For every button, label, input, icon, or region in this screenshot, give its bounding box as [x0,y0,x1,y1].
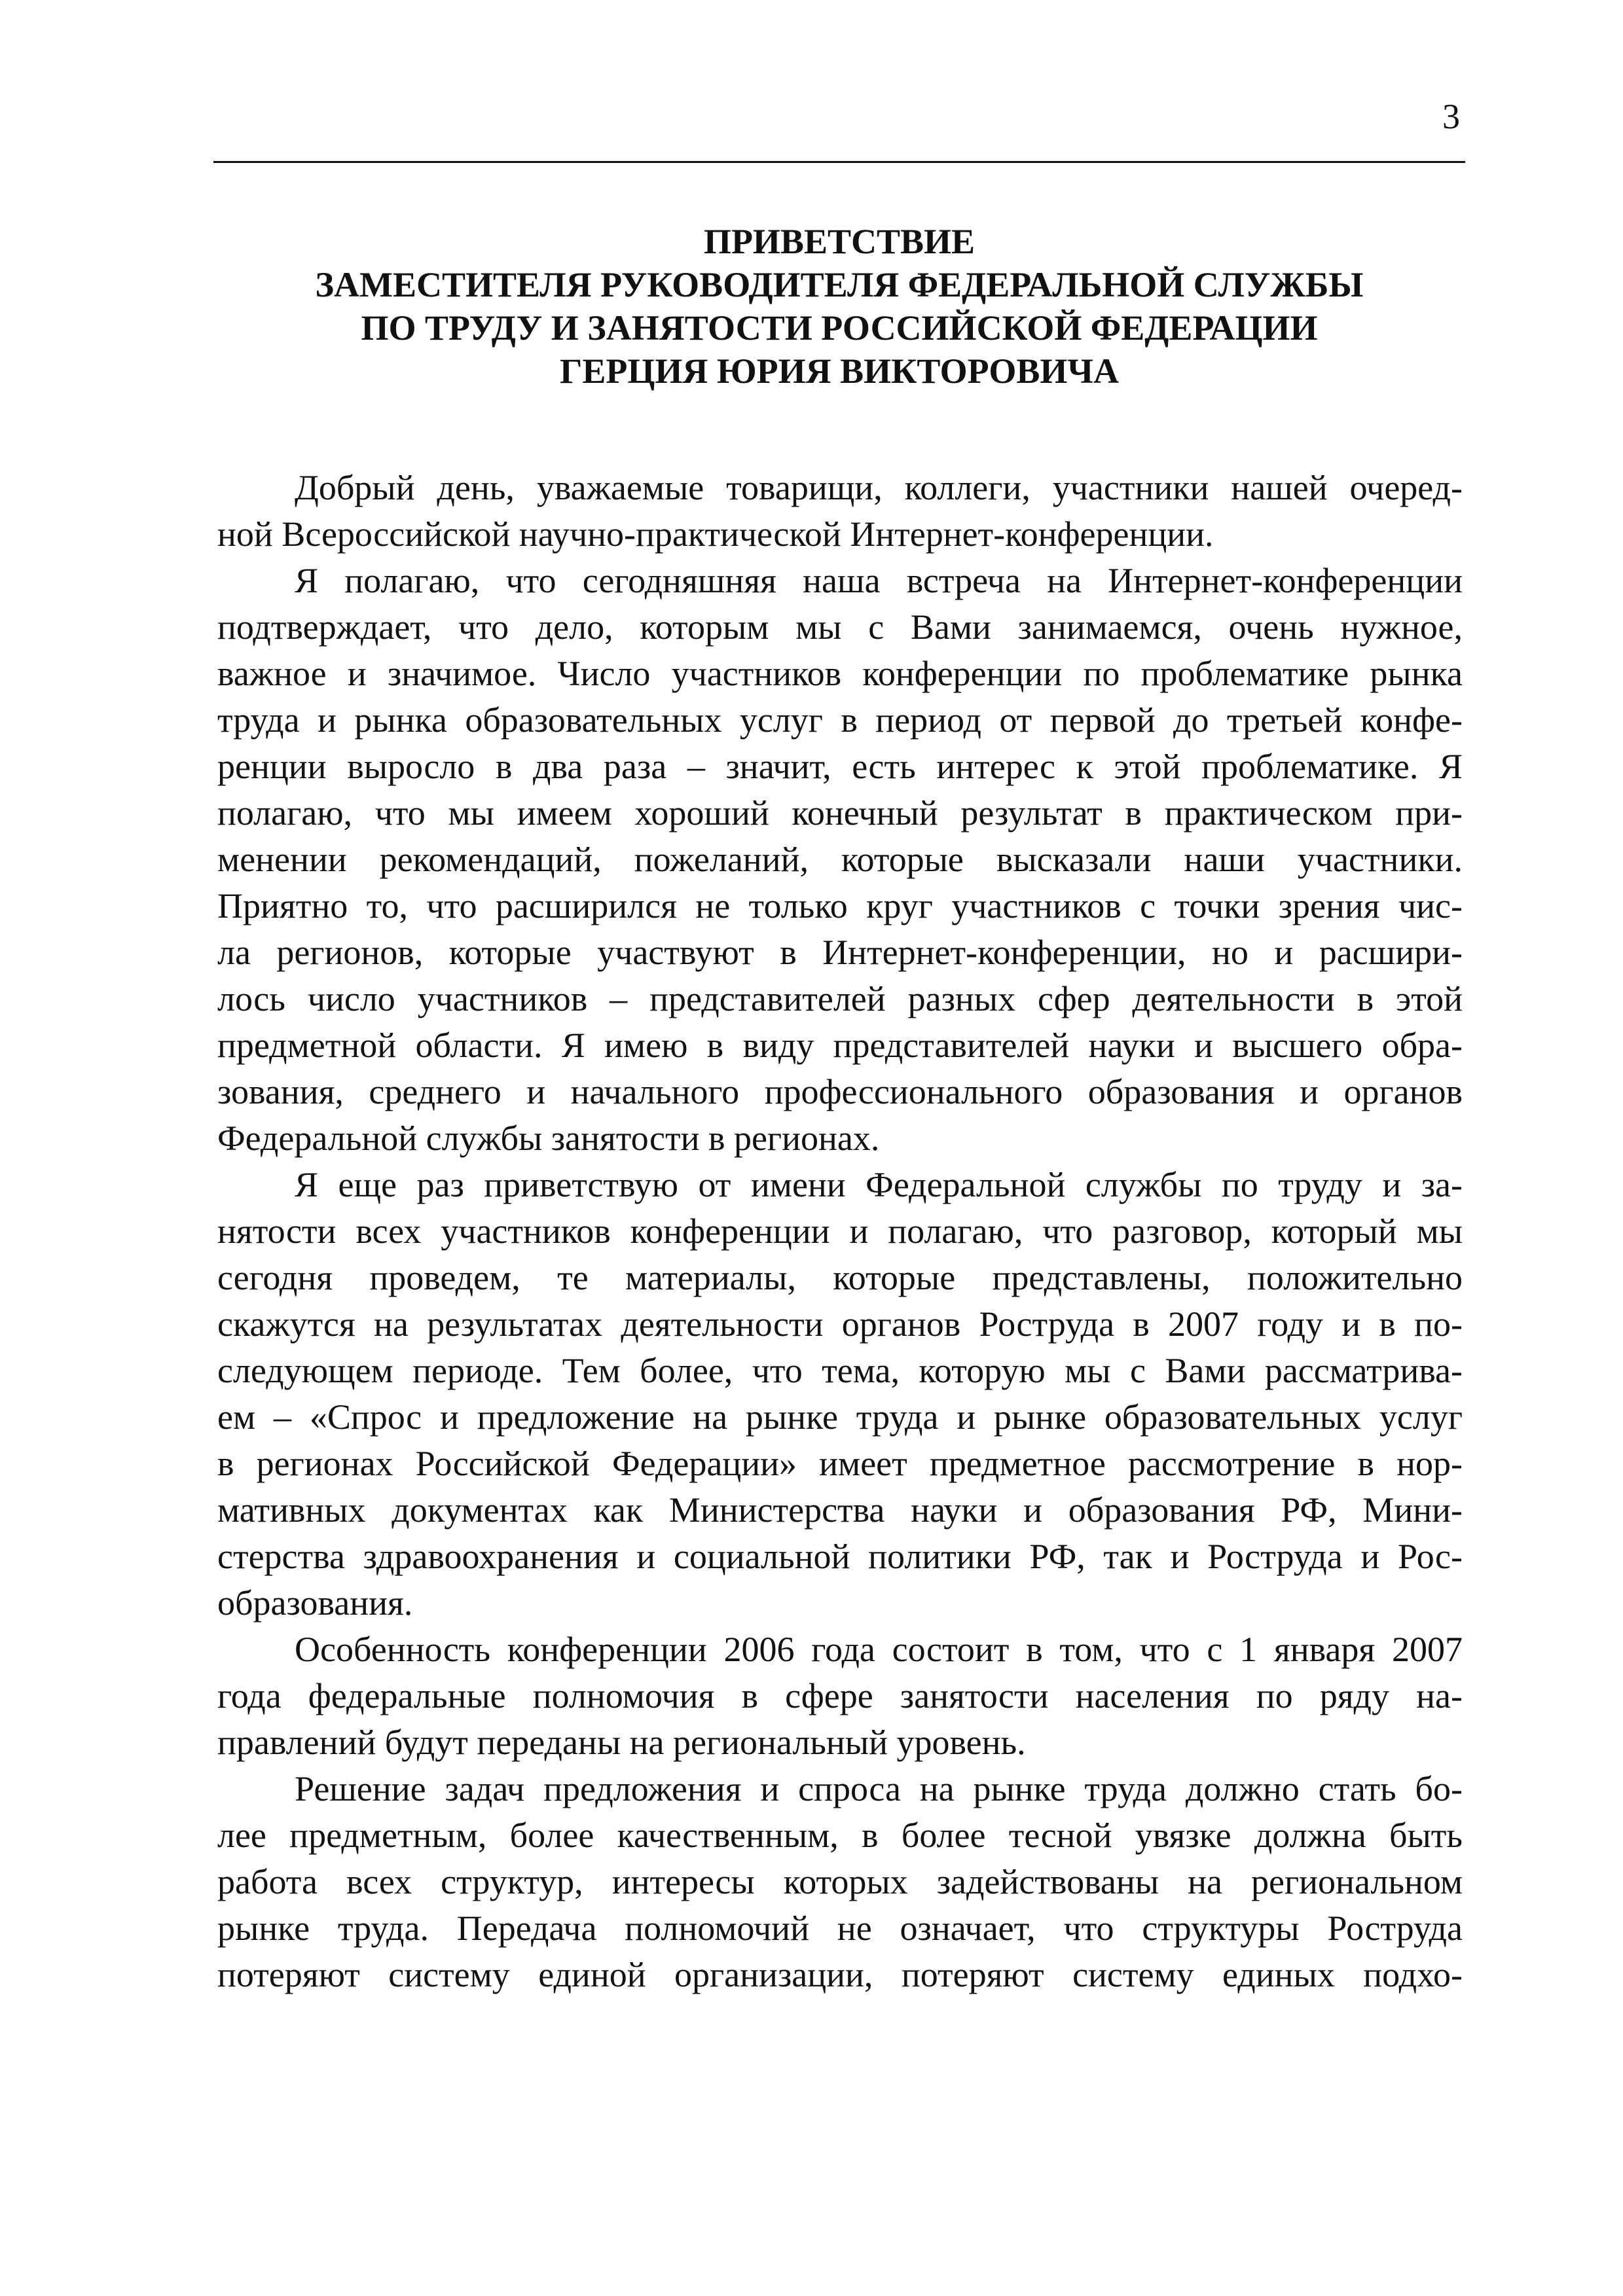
header-rule [213,161,1465,163]
paragraph-line: Федеральной службы занятости в регионах. [217,1119,880,1158]
paragraph-line: правлений будут переданы на региональный уровень. [217,1723,1026,1762]
paragraph [217,1766,1463,1998]
paragraph-line: труда и рынка образовательных услуг в период от первой до третьей конфе- [217,700,1463,740]
paragraph-line: предметной области. Я имею в виду представителей науки и высшего обра- [217,1026,1463,1065]
paragraph-line: Я полагаю, что сегодняшняя наша встреча на Интернет-конференции [295,561,1463,600]
paragraph [217,1162,1463,1626]
paragraph-line: Добрый день, уважаемые товарищи, коллеги, участники нашей очеред- [295,468,1463,507]
title-block [213,220,1465,393]
body-text [217,465,1463,1998]
paragraph-line: сегодня проведем, те материалы, которые представлены, положительно [217,1258,1463,1297]
paragraph-line: рынке труда. Передача полномочий не означает, что структуры Роструда [217,1909,1463,1948]
paragraph-line: года федеральные полномочия в сфере занятости населения по ряду на- [217,1676,1463,1715]
paragraph-line: лее предметным, более качественным, в более тесной увязке должна быть [217,1816,1463,1855]
paragraph-line: Особенность конференции 2006 года состоит в том, что с 1 января 2007 [295,1630,1463,1669]
paragraph-line: потеряют систему единой организации, потеряют систему единых подхо- [217,1955,1463,1994]
title-line: ПРИВЕТСТВИЕ [703,222,976,261]
paragraph-line: важное и значимое. Число участников конференции по проблематике рынка [217,654,1463,693]
paragraph-line: образования. [217,1583,413,1623]
paragraph-line: зования, среднего и начального профессионального образования и органов [217,1072,1463,1111]
paragraph-line: Я еще раз приветствую от имени Федеральной службы по труду и за- [295,1165,1463,1204]
paragraph-line: мативных документах как Министерства науки и образования РФ, Мини- [217,1490,1463,1530]
paragraph-line: Решение задач предложения и спроса на рынке труда должно стать бо- [295,1769,1463,1808]
paragraph [217,558,1463,1162]
paragraph-line: менении рекомендаций, пожеланий, которые высказали наши участники. [217,840,1463,879]
paragraph-line: скажутся на результатах деятельности органов Роструда в 2007 году и в по- [217,1304,1463,1344]
paragraph-line: Приятно то, что расширился не только круг участников с точки зрения чис- [217,886,1463,925]
paragraph [217,465,1463,558]
paragraph-line: лось число участников – представителей разных сфер деятельности в этой [217,979,1463,1018]
paragraph [217,1626,1463,1766]
paragraph-line: полагаю, что мы имеем хороший конечный результат в практическом при- [217,793,1463,833]
title-line: ПО ТРУДУ И ЗАНЯТОСТИ РОССИЙСКОЙ ФЕДЕРАЦИИ [361,308,1318,348]
paragraph-line: ем – «Спрос и предложение на рынке труда и рынке образовательных услуг [217,1397,1463,1437]
paragraph-line: ренции выросло в два раза – значит, есть интерес к этой проблематике. Я [217,747,1463,786]
paragraph-line: нятости всех участников конференции и полагаю, что разговор, который мы [217,1211,1463,1251]
paragraph-line: подтверждает, что дело, которым мы с Вами занимаемся, очень нужное, [217,607,1463,647]
paragraph-line: работа всех структур, интересы которых задействованы на региональном [217,1862,1463,1901]
title-line: ЗАМЕСТИТЕЛЯ РУКОВОДИТЕЛЯ ФЕДЕРАЛЬНОЙ СЛУЖБЫ [315,265,1364,304]
paragraph-line: в регионах Российской Федерации» имеет предметное рассмотрение в нор- [217,1444,1463,1483]
title-line: ГЕРЦИЯ ЮРИЯ ВИКТОРОВИЧА [560,351,1119,391]
paragraph-line: следующем периоде. Тем более, что тема, которую мы с Вами рассматрива- [217,1351,1463,1390]
page-number: 3 [1442,97,1460,136]
paragraph-line: ла регионов, которые участвуют в Интернет-конференции, но и расшири- [217,933,1463,972]
paragraph-line: ной Всероссийской научно-практической Интернет-конференции. [217,514,1214,554]
paragraph-line: стерства здравоохранения и социальной политики РФ, так и Роструда и Рос- [217,1537,1463,1576]
